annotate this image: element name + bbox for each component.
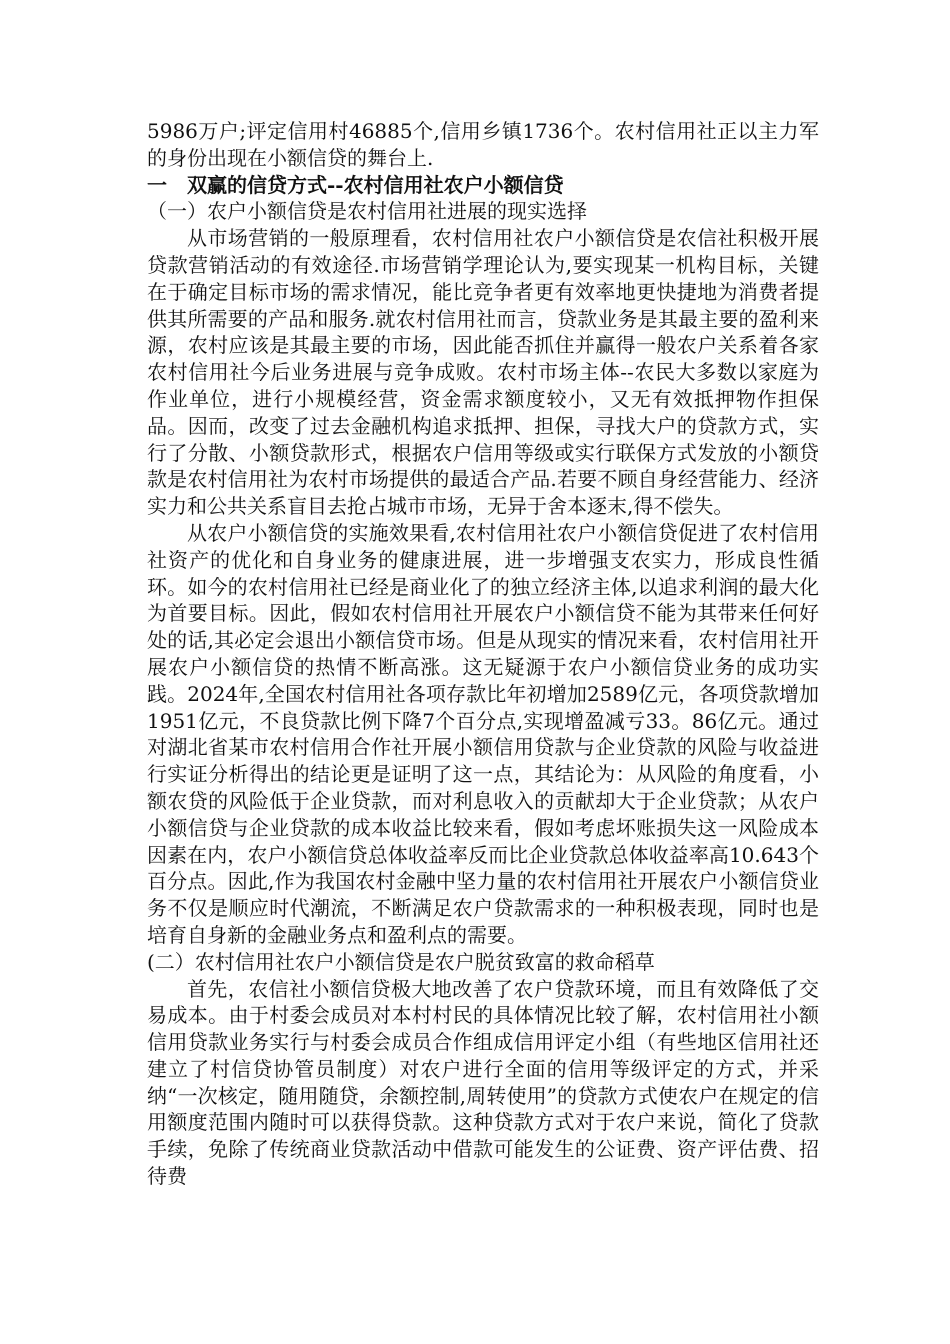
paragraph-loan-environment: 首先，农信社小额信贷极大地改善了农户贷款环境，而且有效降低了交易成本。由于村委会成员对本村村民的具体情况比较了解，农村信用社小额信用贷款业务实行与村委会成员合作组成信用评定小组（有些地区信用社还建立了村信贷协管员制度）对农户进行全面的信用等级评定的方式，并采纳“一次核定，随用随贷，余额控制,周转使用”的贷款方式使农户在规定的信用额度范围内随时可以获得贷款。这种贷款方式对于农户来说，简化了贷款手续，免除了传统商业贷款活动中借款可能发生的公证费、资产评估费、招待费 xyxy=(147,976,819,1189)
paragraph-implementation-effect: 从农户小额信贷的实施效果看,农村信用社农户小额信贷促进了农村信用社资产的优化和自身业务的健康进展，进一步增强支农实力，形成良性循环。如今的农村信用社已经是商业化了的独立经济主体,以追求利润的最大化为首要目标。因此，假如农村信用社开展农户小额信贷不能为其带来任何好处的话,其必定会退出小额信贷市场。但是从现实的情况来看，农村信用社开展农户小额信贷的热情不断高涨。这无疑源于农户小额信贷业务的成功实践。2024年,全国农村信用社各项存款比年初增加2589亿元，各项贷款增加1951亿元，不良贷款比例下降7个百分点,实现增盈减亏33。86亿元。通过对湖北省某市农村信用合作社开展小额信用贷款与企业贷款的风险与收益进行实证分析得出的结论更是证明了这一点，其结论为：从风险的角度看，小额农贷的风险低于企业贷款，而对利息收入的贡献却大于企业贷款；从农户小额信贷与企业贷款的成本收益比较来看，假如考虑坏账损失这一风险成本因素在内，农户小额信贷总体收益率反而比企业贷款总体收益率高10.643个百分点。因此,作为我国农村金融中坚力量的农村信用社开展农户小额信贷业务不仅是顺应时代潮流，不断满足农户贷款需求的一种积极表现，同时也是培育自身新的金融业务点和盈利点的需要。 xyxy=(147,520,819,947)
subheading-one: （一）农户小额信贷是农村信用社进展的现实选择 xyxy=(147,199,587,224)
section-number: 一 xyxy=(147,172,167,197)
subheading-two: (二）农村信用社农户小额信贷是农户脱贫致富的救命稻草 xyxy=(147,949,655,974)
document-page xyxy=(147,118,819,1190)
section-heading xyxy=(147,172,819,199)
section-title: 双赢的信贷方式--农村信用社农户小额信贷 xyxy=(187,172,564,197)
paragraph-continuation: 5986万户;评定信用村46885个,信用乡镇1736个。农村信用社正以主力军的身份出现在小额信贷的舞台上. xyxy=(147,119,819,170)
paragraph-market-principle: 从市场营销的一般原理看，农村信用社农户小额信贷是农信社积极开展贷款营销活动的有效途径.市场营销学理论认为,要实现某一机构目标，关键在于确定目标市场的需求情况，能比竞争者更有效率地更快捷地为消费者提供其所需要的产品和服务.就农村信用社而言，贷款业务是其最主要的盈利来源，农村应该是其最主要的市场，因此能否抓住并赢得一般农户关系着各家农村信用社今后业务进展与竞争成败。农村市场主体--农民大多数以家庭为作业单位，进行小规模经营，资金需求额度较小，又无有效抵押物作担保品。因而，改变了过去金融机构追求抵押、担保，寻找大户的贷款方式，实行了分散、小额贷款形式，根据农户信用等级或实行联保方式发放的小额贷款是农村信用社为农村市场提供的最适合产品.若要不顾自身经营能力、经济实力和公共关系盲目去抢占城市市场，无异于舍本逐末,得不偿失。 xyxy=(147,226,819,519)
